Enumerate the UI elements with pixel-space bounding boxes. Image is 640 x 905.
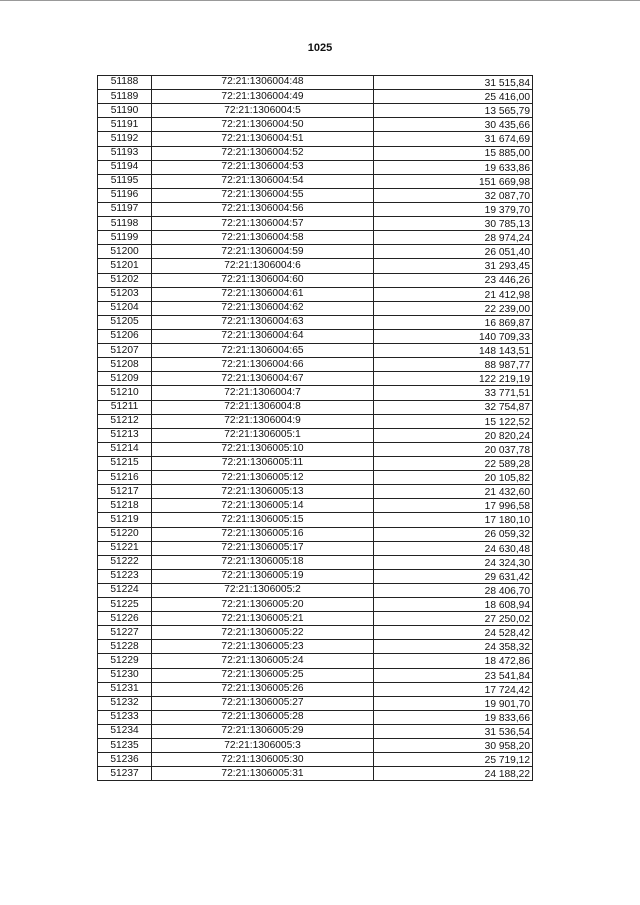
row-number-cell: 51199 [98, 231, 152, 245]
cadastral-number-cell: 72:21:1306005:16 [152, 527, 374, 541]
value-cell: 18 472,86 [374, 654, 533, 668]
row-number-cell: 51222 [98, 555, 152, 569]
value-cell: 148 143,51 [374, 344, 533, 358]
cadastral-number-cell: 72:21:1306004:55 [152, 188, 374, 202]
value-cell: 16 869,87 [374, 315, 533, 329]
value-cell: 22 589,28 [374, 456, 533, 470]
row-number-cell: 51206 [98, 329, 152, 343]
row-number-cell: 51214 [98, 442, 152, 456]
row-number-cell: 51205 [98, 315, 152, 329]
table-row [98, 76, 533, 90]
value-cell: 24 358,32 [374, 640, 533, 654]
value-cell: 17 724,42 [374, 682, 533, 696]
table-row [98, 569, 533, 583]
cadastral-number-cell: 72:21:1306004:51 [152, 132, 374, 146]
value-cell: 17 180,10 [374, 513, 533, 527]
cadastral-number-cell: 72:21:1306005:28 [152, 710, 374, 724]
value-cell: 27 250,02 [374, 612, 533, 626]
table-row [98, 301, 533, 315]
cadastral-number-cell: 72:21:1306004:9 [152, 414, 374, 428]
row-number-cell: 51193 [98, 146, 152, 160]
table-row [98, 174, 533, 188]
table-row [98, 626, 533, 640]
table-row [98, 654, 533, 668]
table-row [98, 583, 533, 597]
row-number-cell: 51217 [98, 485, 152, 499]
table-row [98, 456, 533, 470]
value-cell: 32 087,70 [374, 188, 533, 202]
cadastral-number-cell: 72:21:1306004:53 [152, 160, 374, 174]
page-number: 1025 [307, 42, 333, 54]
row-number-cell: 51191 [98, 118, 152, 132]
cadastral-number-cell: 72:21:1306004:54 [152, 174, 374, 188]
value-cell: 31 674,69 [374, 132, 533, 146]
value-cell: 24 188,22 [374, 767, 533, 781]
table-row [98, 231, 533, 245]
cadastral-number-cell: 72:21:1306005:18 [152, 555, 374, 569]
table-row [98, 358, 533, 372]
value-cell: 23 541,84 [374, 668, 533, 682]
row-number-cell: 51236 [98, 753, 152, 767]
table-row [98, 118, 533, 132]
value-cell: 25 719,12 [374, 753, 533, 767]
table-row [98, 682, 533, 696]
value-cell: 26 051,40 [374, 245, 533, 259]
table-row [98, 287, 533, 301]
value-cell: 23 446,26 [374, 273, 533, 287]
cadastral-number-cell: 72:21:1306004:61 [152, 287, 374, 301]
row-number-cell: 51224 [98, 583, 152, 597]
cadastral-number-cell: 72:21:1306004:8 [152, 400, 374, 414]
table-row [98, 499, 533, 513]
row-number-cell: 51216 [98, 471, 152, 485]
table-row [98, 386, 533, 400]
cadastral-number-cell: 72:21:1306005:31 [152, 767, 374, 781]
value-cell: 19 901,70 [374, 696, 533, 710]
row-number-cell: 51200 [98, 245, 152, 259]
cadastral-number-cell: 72:21:1306004:50 [152, 118, 374, 132]
cadastral-number-cell: 72:21:1306004:56 [152, 202, 374, 216]
row-number-cell: 51219 [98, 513, 152, 527]
cadastral-number-cell: 72:21:1306005:30 [152, 753, 374, 767]
cadastral-number-cell: 72:21:1306005:3 [152, 739, 374, 753]
row-number-cell: 51231 [98, 682, 152, 696]
table-row [98, 160, 533, 174]
table-row [98, 513, 533, 527]
row-number-cell: 51227 [98, 626, 152, 640]
row-number-cell: 51218 [98, 499, 152, 513]
cadastral-number-cell: 72:21:1306004:63 [152, 315, 374, 329]
cadastral-number-cell: 72:21:1306004:49 [152, 90, 374, 104]
row-number-cell: 51210 [98, 386, 152, 400]
value-cell: 33 771,51 [374, 386, 533, 400]
row-number-cell: 51225 [98, 598, 152, 612]
value-cell: 24 528,42 [374, 626, 533, 640]
cadastral-number-cell: 72:21:1306005:19 [152, 569, 374, 583]
table-row [98, 259, 533, 273]
value-cell: 20 105,82 [374, 471, 533, 485]
row-number-cell: 51192 [98, 132, 152, 146]
row-number-cell: 51232 [98, 696, 152, 710]
table-row [98, 471, 533, 485]
value-cell: 19 379,70 [374, 202, 533, 216]
table-row [98, 202, 533, 216]
row-number-cell: 51189 [98, 90, 152, 104]
table-row [98, 344, 533, 358]
cadastral-number-cell: 72:21:1306004:64 [152, 329, 374, 343]
table-row [98, 640, 533, 654]
cadastral-number-cell: 72:21:1306004:60 [152, 273, 374, 287]
table-row [98, 273, 533, 287]
value-cell: 26 059,32 [374, 527, 533, 541]
value-cell: 28 406,70 [374, 583, 533, 597]
table-row [98, 400, 533, 414]
cadastral-number-cell: 72:21:1306005:15 [152, 513, 374, 527]
row-number-cell: 51220 [98, 527, 152, 541]
table-row [98, 188, 533, 202]
row-number-cell: 51221 [98, 541, 152, 555]
row-number-cell: 51230 [98, 668, 152, 682]
cadastral-number-cell: 72:21:1306005:17 [152, 541, 374, 555]
cadastral-number-cell: 72:21:1306005:26 [152, 682, 374, 696]
cadastral-number-cell: 72:21:1306005:23 [152, 640, 374, 654]
table-row [98, 696, 533, 710]
value-cell: 20 037,78 [374, 442, 533, 456]
value-cell: 30 435,66 [374, 118, 533, 132]
table-row [98, 725, 533, 739]
value-cell: 88 987,77 [374, 358, 533, 372]
value-cell: 19 633,86 [374, 160, 533, 174]
value-cell: 15 122,52 [374, 414, 533, 428]
value-cell: 151 669,98 [374, 174, 533, 188]
row-number-cell: 51207 [98, 344, 152, 358]
value-cell: 122 219,19 [374, 372, 533, 386]
row-number-cell: 51233 [98, 710, 152, 724]
cadastral-number-cell: 72:21:1306005:24 [152, 654, 374, 668]
table-row [98, 612, 533, 626]
value-cell: 24 324,30 [374, 555, 533, 569]
cadastral-number-cell: 72:21:1306004:6 [152, 259, 374, 273]
cadastral-number-cell: 72:21:1306005:10 [152, 442, 374, 456]
cadastral-number-cell: 72:21:1306004:57 [152, 217, 374, 231]
row-number-cell: 51190 [98, 104, 152, 118]
cadastral-number-cell: 72:21:1306004:58 [152, 231, 374, 245]
table-row [98, 753, 533, 767]
cadastral-number-cell: 72:21:1306005:1 [152, 428, 374, 442]
cadastral-number-cell: 72:21:1306005:27 [152, 696, 374, 710]
cadastral-number-cell: 72:21:1306004:7 [152, 386, 374, 400]
row-number-cell: 51229 [98, 654, 152, 668]
cadastral-number-cell: 72:21:1306005:29 [152, 725, 374, 739]
table-row [98, 414, 533, 428]
row-number-cell: 51215 [98, 456, 152, 470]
row-number-cell: 51202 [98, 273, 152, 287]
row-number-cell: 51223 [98, 569, 152, 583]
cadastral-number-cell: 72:21:1306005:22 [152, 626, 374, 640]
value-cell: 31 515,84 [374, 76, 533, 90]
table-row [98, 104, 533, 118]
table-row [98, 245, 533, 259]
value-cell: 21 412,98 [374, 287, 533, 301]
row-number-cell: 51209 [98, 372, 152, 386]
cadastral-number-cell: 72:21:1306004:62 [152, 301, 374, 315]
table-row [98, 217, 533, 231]
value-cell: 21 432,60 [374, 485, 533, 499]
table-row [98, 315, 533, 329]
cadastral-number-cell: 72:21:1306004:52 [152, 146, 374, 160]
row-number-cell: 51213 [98, 428, 152, 442]
value-cell: 30 958,20 [374, 739, 533, 753]
row-number-cell: 51203 [98, 287, 152, 301]
value-cell: 32 754,87 [374, 400, 533, 414]
value-cell: 20 820,24 [374, 428, 533, 442]
table-row [98, 428, 533, 442]
value-cell: 17 996,58 [374, 499, 533, 513]
row-number-cell: 51237 [98, 767, 152, 781]
row-number-cell: 51212 [98, 414, 152, 428]
table-row [98, 372, 533, 386]
registry-table-body [98, 76, 533, 781]
table-row [98, 598, 533, 612]
cadastral-number-cell: 72:21:1306004:65 [152, 344, 374, 358]
table-row [98, 555, 533, 569]
table-row [98, 739, 533, 753]
row-number-cell: 51204 [98, 301, 152, 315]
row-number-cell: 51195 [98, 174, 152, 188]
value-cell: 28 974,24 [374, 231, 533, 245]
cadastral-number-cell: 72:21:1306005:12 [152, 471, 374, 485]
cadastral-number-cell: 72:21:1306005:21 [152, 612, 374, 626]
value-cell: 24 630,48 [374, 541, 533, 555]
value-cell: 22 239,00 [374, 301, 533, 315]
value-cell: 19 833,66 [374, 710, 533, 724]
value-cell: 30 785,13 [374, 217, 533, 231]
cadastral-number-cell: 72:21:1306005:20 [152, 598, 374, 612]
table-row [98, 541, 533, 555]
value-cell: 13 565,79 [374, 104, 533, 118]
table-row [98, 329, 533, 343]
cadastral-number-cell: 72:21:1306005:13 [152, 485, 374, 499]
value-cell: 31 293,45 [374, 259, 533, 273]
table-row [98, 442, 533, 456]
row-number-cell: 51196 [98, 188, 152, 202]
value-cell: 31 536,54 [374, 725, 533, 739]
row-number-cell: 51211 [98, 400, 152, 414]
cadastral-number-cell: 72:21:1306005:11 [152, 456, 374, 470]
table-row [98, 90, 533, 104]
scan-edge-line [0, 0, 640, 1]
table-row [98, 132, 533, 146]
registry-table [97, 75, 533, 781]
row-number-cell: 51226 [98, 612, 152, 626]
value-cell: 29 631,42 [374, 569, 533, 583]
table-row [98, 710, 533, 724]
cadastral-number-cell: 72:21:1306004:5 [152, 104, 374, 118]
table-row [98, 527, 533, 541]
cadastral-number-cell: 72:21:1306005:2 [152, 583, 374, 597]
value-cell: 18 608,94 [374, 598, 533, 612]
row-number-cell: 51198 [98, 217, 152, 231]
cadastral-number-cell: 72:21:1306004:66 [152, 358, 374, 372]
value-cell: 140 709,33 [374, 329, 533, 343]
table-row [98, 146, 533, 160]
row-number-cell: 51194 [98, 160, 152, 174]
row-number-cell: 51234 [98, 725, 152, 739]
row-number-cell: 51188 [98, 76, 152, 90]
value-cell: 15 885,00 [374, 146, 533, 160]
cadastral-number-cell: 72:21:1306005:14 [152, 499, 374, 513]
row-number-cell: 51208 [98, 358, 152, 372]
cadastral-number-cell: 72:21:1306004:59 [152, 245, 374, 259]
row-number-cell: 51228 [98, 640, 152, 654]
cadastral-number-cell: 72:21:1306004:67 [152, 372, 374, 386]
row-number-cell: 51235 [98, 739, 152, 753]
row-number-cell: 51197 [98, 202, 152, 216]
value-cell: 25 416,00 [374, 90, 533, 104]
cadastral-number-cell: 72:21:1306004:48 [152, 76, 374, 90]
cadastral-number-cell: 72:21:1306005:25 [152, 668, 374, 682]
table-row [98, 767, 533, 781]
table-row [98, 668, 533, 682]
row-number-cell: 51201 [98, 259, 152, 273]
table-row [98, 485, 533, 499]
